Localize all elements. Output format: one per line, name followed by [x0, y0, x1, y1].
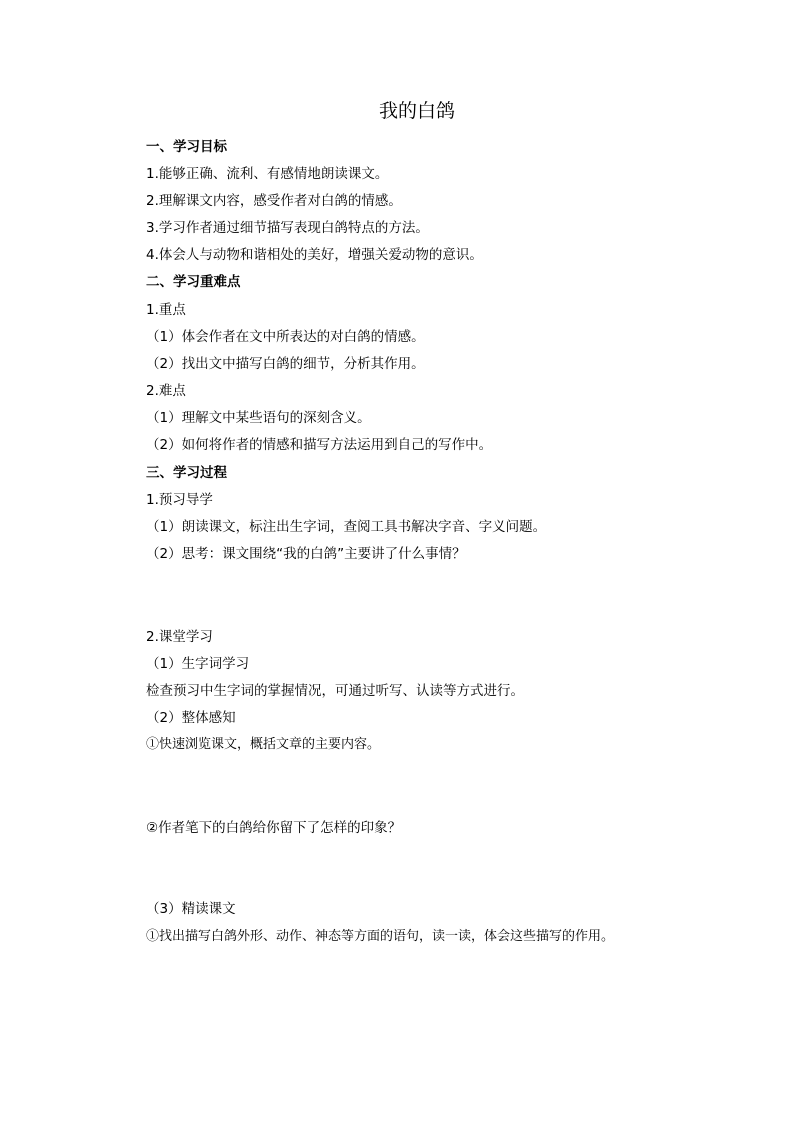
preview-item-1: （1）朗读课文，标注出生字词，查阅工具书解决字音、字义问题。: [146, 519, 547, 535]
key-point-item-2: （2）找出文中描写白鸽的细节，分析其作用。: [146, 356, 425, 372]
key-point-item-1: （1）体会作者在文中所表达的对白鸽的情感。: [146, 329, 425, 345]
difficulty-item-2: （2）如何将作者的情感和描写方法运用到自己的写作中。: [146, 437, 493, 453]
goal-item-2: 2.理解课文内容，感受作者对白鸽的情感。: [146, 193, 402, 209]
class-study-label: 2.课堂学习: [146, 629, 213, 645]
preview-item-2: （2）思考：课文围绕“我的白鸽”主要讲了什么事情？: [146, 546, 466, 562]
overall-question-1: ①快速浏览课文，概括文章的主要内容。: [146, 737, 381, 752]
section-heading-key-points: 二、学习重难点: [146, 274, 241, 290]
difficulty-item-1: （1）理解文中某些语句的深刻含义。: [146, 410, 371, 426]
close-reading-question-1: ①找出描写白鸽外形、动作、神态等方面的语句，读一读，体会这些描写的作用。: [146, 929, 615, 944]
overall-question-2: ②作者笔下的白鸽给你留下了怎样的印象？: [146, 820, 402, 836]
difficulty-label: 2.难点: [146, 383, 186, 399]
vocab-text: 检查预习中生字词的掌握情况，可通过听写、认读等方式进行。: [146, 683, 524, 699]
preview-label: 1.预习导学: [146, 492, 213, 508]
goal-item-1: 1.能够正确、流利、有感情地朗读课文。: [146, 166, 389, 182]
goal-item-4: 4.体会人与动物和谐相处的美好，增强关爱动物的意识。: [146, 247, 483, 263]
section-heading-goals: 一、学习目标: [146, 139, 227, 155]
overall-label: （2）整体感知: [146, 710, 236, 726]
close-reading-label: （3）精读课文: [146, 901, 236, 917]
vocab-label: （1）生字词学习: [146, 656, 250, 672]
document-title: 我的白鸽: [378, 100, 455, 122]
section-heading-process: 三、学习过程: [146, 465, 227, 481]
goal-item-3: 3.学习作者通过细节描写表现白鸽特点的方法。: [146, 220, 429, 236]
key-points-label: 1.重点: [146, 302, 186, 318]
